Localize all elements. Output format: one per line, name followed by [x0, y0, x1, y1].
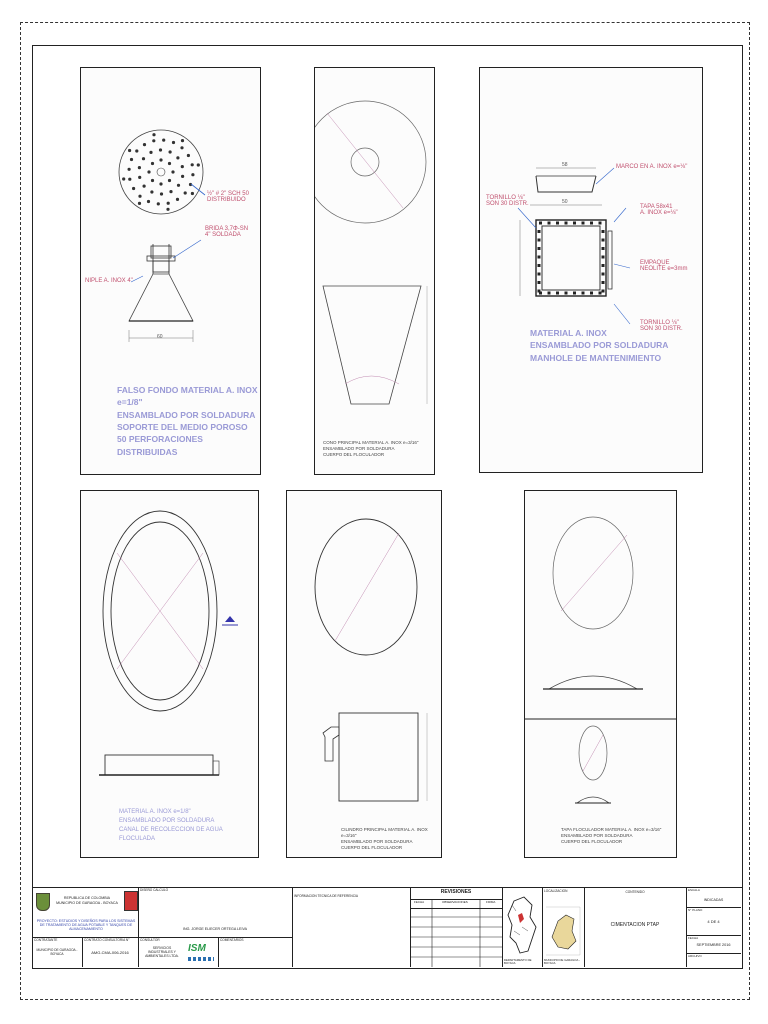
perforation-hole: [143, 185, 146, 188]
bolt-left-line1: TORNILLO ⅛": [486, 195, 525, 201]
frame-bolt: [538, 247, 541, 250]
frame-bolt: [538, 230, 541, 233]
bolt-left-line2: SON 30 DISTR.: [486, 201, 529, 207]
frame-bolt: [538, 239, 541, 242]
note-line: CUERPO DEL FLOCULADOR: [341, 845, 403, 851]
perforation-hole: [151, 162, 154, 165]
frame-bolt: [602, 273, 605, 276]
perforation-hole: [147, 170, 150, 173]
channel-notes: [119, 808, 258, 844]
tb-revisions: [410, 887, 503, 967]
revisions-grid: [410, 887, 502, 967]
frame-bolt: [565, 292, 568, 295]
engineer-name: ING. JORGE ELIECER ORTEGA LEIVA: [183, 927, 247, 931]
contractor-label: CONTRATANTE: [34, 938, 58, 942]
perforation-hole: [138, 195, 141, 198]
perforation-hole: [138, 166, 141, 169]
colombia-shield: [36, 893, 50, 911]
ism-logo: ISM: [188, 943, 206, 954]
frame-bolt: [602, 256, 605, 259]
contract-value: AMG-CMA-006-2016: [91, 950, 129, 955]
lid-drawing: [525, 491, 676, 857]
design-label: DISEÑO CALCULO: [140, 888, 169, 892]
contractor-value: MUNICIPIO DE GARAGOA - BOYACA: [36, 948, 78, 956]
perforation-hole: [159, 182, 162, 185]
lid-label: [640, 204, 678, 216]
tb-date: [686, 935, 741, 954]
lid-label-line2: A. INOX e=⅛": [640, 210, 678, 216]
lid-label-line1: TAPA 58x41: [640, 204, 673, 210]
perforation-hole: [149, 151, 152, 154]
tb-cell-contractor: [32, 937, 83, 967]
frame-bolt: [573, 222, 576, 225]
tb-cell-consultant: [138, 937, 219, 967]
perforation-hole: [143, 143, 146, 146]
perforation-hole: [172, 141, 175, 144]
municipality-map: [542, 887, 584, 967]
flange-label: [205, 226, 248, 238]
frame-bolt: [602, 239, 605, 242]
frame-bolt: [548, 222, 551, 225]
panel-collection-channel: [80, 490, 259, 858]
perforation-hole: [169, 190, 172, 193]
flange-label-line1: BRIDA 3,7Φ-SN: [205, 226, 249, 232]
garagoa-flag: [124, 891, 138, 911]
republic-text: REPUBLICA DE COLOMBIA: [63, 896, 111, 900]
frame-bolt: [590, 292, 593, 295]
note-line: CUERPO DEL FLOCULADOR: [323, 452, 385, 458]
note-line: ENSAMBLADO POR SOLDADURA: [341, 839, 413, 845]
note-line: TAPA FLOCULADOR MATERIAL A. INOX e=3/16": [561, 827, 662, 832]
panel-lid: [524, 490, 677, 858]
gasket-label: [640, 260, 688, 272]
rev-header-date: FECHA: [414, 900, 425, 904]
note-line: MANHOLE DE MANTENIMIENTO: [530, 352, 662, 363]
perforation-hole: [180, 146, 183, 149]
note-line: MATERIAL A. INOX: [530, 328, 607, 338]
tb-location-dept: [502, 887, 543, 967]
perforation-hole: [138, 202, 141, 205]
perforation-hole: [152, 139, 155, 142]
frame-bolt: [599, 292, 602, 295]
panel-main-cylinder: [286, 490, 442, 858]
tb-sheet: [686, 907, 741, 936]
perforation-hole: [157, 202, 160, 205]
channel-drawing: [81, 491, 258, 857]
perforation-hole: [176, 198, 179, 201]
tb-cell-header: [32, 887, 139, 938]
perforation-hole: [130, 158, 133, 161]
cylinder-notes: [341, 827, 441, 851]
frame-bolt: [538, 290, 541, 293]
perforation-hole: [128, 149, 131, 152]
dim-mid: 50: [562, 199, 568, 205]
perforation-hole: [167, 202, 170, 205]
note-line: ENSAMBLADO POR SOLDADURA: [119, 818, 215, 824]
sheet-label: N° PLANO: [688, 908, 703, 912]
file-label: ARCHIVO: [688, 954, 702, 958]
perforation-hole: [177, 184, 180, 187]
contract-label: CONTRATO CONSULTORIA N°: [84, 938, 130, 942]
note-line: MATERIAL A. INOX e=1/8": [119, 809, 191, 815]
panel-manhole: [479, 67, 703, 473]
perforation-hole: [168, 162, 171, 165]
tb-file: [686, 953, 741, 967]
note-line: CILINDRO PRINCIPAL MATERIAL A. INOX e=3/16": [341, 827, 428, 839]
consultant-value: SERVICIOS INDUSTRIALES Y AMBIENTALES LTDA.: [145, 946, 179, 958]
frame-bolt: [582, 222, 585, 225]
perforation-hole: [147, 200, 150, 203]
municipality-text: MUNICIPIO DE GARAGOA - BOYACA: [56, 901, 118, 905]
perforation-hole: [181, 175, 184, 178]
content-value: CIMENTACION PTAP: [610, 922, 660, 928]
bolt-left-label: [486, 195, 529, 207]
bolt-right-line1: TORNILLO ⅛": [640, 320, 679, 326]
frame-bolt: [538, 273, 541, 276]
colombia-map: [502, 887, 542, 967]
panel-main-cone: [314, 67, 435, 475]
scale-value: INDICADAS: [703, 898, 724, 902]
frame-bolt: [556, 222, 559, 225]
cylinder-drawing: [287, 491, 441, 857]
bolt-right-line2: SON 30 DISTR.: [640, 326, 683, 332]
perforation-hole: [132, 187, 135, 190]
bottom-dimension: 60: [157, 334, 163, 340]
lid-notes: [561, 827, 661, 845]
sheet-value: 4 DE 4: [707, 919, 720, 924]
perforation-hole: [181, 139, 184, 142]
perforation-hole: [184, 191, 187, 194]
project-text: PROYECTO: ESTUDIOS Y DISEÑOS PARA LOS SISTEMAS DE TRATAMIENTO DE AGUA POTABLE Y TANQUES DE ALMACENAMIENTO: [36, 919, 136, 932]
holes-label-line2: DISTRIBUIDO: [207, 197, 246, 203]
dept-label: DEPARTAMENTO DE BOYACA: [504, 958, 532, 966]
frame-bolt: [556, 292, 559, 295]
gasket-label-line2: NEOLITE e=3mm: [640, 266, 688, 272]
perforation-hole: [169, 150, 172, 153]
perforation-hole: [191, 192, 194, 195]
perforation-hole: [168, 179, 171, 182]
frame-bolt: [599, 222, 602, 225]
gasket-label-line1: EMPAQUE: [640, 260, 670, 266]
perforation-hole: [128, 178, 131, 181]
date-label: FECHA: [688, 936, 699, 940]
perforation-hole: [159, 148, 162, 151]
note-line: FALSO FONDO MATERIAL A. INOX e=1/8": [117, 385, 258, 408]
frame-bolt: [565, 222, 568, 225]
rev-header-sign: FIRMA: [486, 900, 496, 904]
perforation-hole: [152, 133, 155, 136]
tb-content: [584, 887, 687, 967]
perforation-hole: [159, 158, 162, 161]
frame-bolt: [539, 222, 542, 225]
tb-scale: [686, 887, 741, 908]
frame-label: MARCO EN A. INOX e=⅛": [616, 164, 688, 170]
tb-cell-comments: [218, 937, 293, 967]
perforation-hole: [128, 168, 131, 171]
false-bottom-notes: [117, 384, 260, 458]
frame-bolt: [590, 222, 593, 225]
perforation-hole: [142, 157, 145, 160]
logo-waves: [188, 957, 214, 961]
perforation-hole: [160, 192, 163, 195]
frame-bolt: [582, 292, 585, 295]
perforation-hole: [171, 170, 174, 173]
holes-label: [207, 191, 249, 203]
content-label: CONTENIDO: [625, 890, 645, 894]
cone-notes: [323, 440, 419, 458]
rev-header-obs: OBSERVACIONES: [442, 900, 468, 904]
note-line: ENSAMBLADO POR SOLDADURA: [530, 340, 669, 351]
flange-label-line2: 4" SOLDADA: [205, 232, 241, 238]
manhole-notes: [530, 327, 668, 364]
perforation-hole: [191, 163, 194, 166]
note-line: 50 PERFORACIONES DISTRIBUIDAS: [117, 434, 203, 457]
tb-cell-contract: [82, 937, 139, 967]
frame-bolt: [538, 256, 541, 259]
perforation-hole: [138, 176, 141, 179]
frame-bolt: [602, 290, 605, 293]
perforation-hole: [176, 156, 179, 159]
note-line: CANAL DE RECOLECCION DE AGUA FLOCULADA: [119, 827, 223, 842]
comments-label: COMENTARIOS: [220, 938, 244, 942]
note-line: CONO PRINCIPAL MATERIAL A. INOX e=3/16": [323, 440, 419, 445]
nipple-label: NIPLE A. INOX 4": [85, 278, 133, 284]
reference-label: INFORMACION TECNICA DE REFERENCIA: [294, 894, 359, 898]
frame-bolt: [602, 281, 605, 284]
dim-top: 58: [562, 162, 568, 168]
note-line: ENSAMBLADO POR SOLDADURA: [323, 446, 395, 452]
frame-bolt: [538, 264, 541, 267]
date-value: SEPTIEMBRE 2016: [696, 943, 731, 947]
frame-bolt: [602, 264, 605, 267]
frame-bolt: [602, 230, 605, 233]
location-label: LOCALIZACION: [544, 889, 568, 893]
holes-label-line1: ½" # 2" SCH 50: [207, 191, 249, 197]
note-line: CUERPO DEL FLOCULADOR: [561, 839, 623, 845]
perforation-hole: [162, 139, 165, 142]
perforation-hole: [191, 173, 194, 176]
panel-false-bottom: [80, 67, 261, 475]
perforation-hole: [135, 149, 138, 152]
perforation-hole: [150, 190, 153, 193]
note-line: ENSAMBLADO POR SOLDADURA: [117, 409, 256, 420]
cone-drawing: [315, 68, 434, 474]
consultant-label: CONSULTOR: [140, 938, 160, 942]
note-line: ENSAMBLADO POR SOLDADURA: [561, 833, 633, 839]
perforation-hole: [197, 163, 200, 166]
tb-cell-design: [138, 887, 293, 938]
frame-bolt: [573, 292, 576, 295]
perforation-hole: [181, 165, 184, 168]
tb-cell-reference: [292, 887, 411, 967]
scale-label: ESCALA: [688, 888, 700, 892]
perforation-hole: [122, 177, 125, 180]
tb-location-muni: [542, 887, 585, 967]
perforation-hole: [151, 179, 154, 182]
perforation-hole: [187, 154, 190, 157]
revisions-title: REVISIONES: [440, 889, 472, 895]
frame-bolt: [538, 281, 541, 284]
muni-label: MUNICIPIO DE GARAGOA - BOYACA: [544, 958, 580, 966]
frame-bolt: [548, 292, 551, 295]
perforation-hole: [166, 208, 169, 211]
note-line: SOPORTE DEL MEDIO POROSO: [117, 421, 248, 432]
frame-bolt: [602, 247, 605, 250]
